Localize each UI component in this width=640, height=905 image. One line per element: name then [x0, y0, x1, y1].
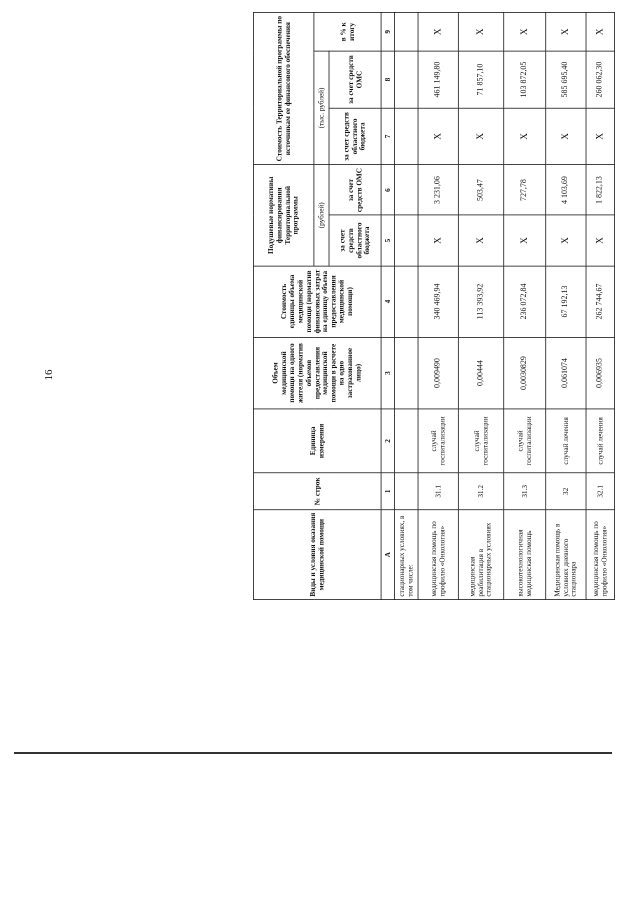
- header-kinds: Виды и условия оказания медицинской помощи: [253, 510, 381, 600]
- table-row: [586, 12, 615, 599]
- row-norm-oms: 503,47: [458, 165, 503, 215]
- row-percent: Х: [504, 12, 546, 51]
- row-volume: 0,006935: [586, 337, 615, 409]
- row-cost-budget: Х: [458, 108, 503, 165]
- index-cell: 4: [381, 266, 394, 338]
- financing-table: [253, 12, 615, 600]
- row-norm-oms: 1 822,13: [586, 165, 615, 215]
- table-row: [418, 12, 458, 599]
- row-unit: случай лечения: [586, 409, 615, 473]
- row-unit: случай госпитализации: [458, 409, 503, 473]
- row-name: Медицинская помощь в условиях дневного стационара: [546, 510, 586, 600]
- header-norm-oms: за счет средств ОМС: [329, 165, 381, 215]
- index-cell: 9: [381, 12, 394, 51]
- row-name: медицинская помощь по профилю «Онкология»: [586, 510, 615, 600]
- header-program-cost: Стоимость Территориальной программы по источникам ее финансового обеспечения: [253, 12, 313, 164]
- row-line-no: 31.2: [458, 473, 503, 510]
- row-cost-budget: Х: [418, 108, 458, 165]
- row-norm-budget: Х: [418, 215, 458, 265]
- row-norm-oms: [395, 165, 419, 215]
- row-norm-budget: Х: [504, 215, 546, 265]
- row-volume: 0,0030829: [504, 337, 546, 409]
- table-row: [395, 12, 419, 599]
- row-percent: [395, 12, 419, 51]
- row-norm-oms: 3 231,06: [418, 165, 458, 215]
- row-unit-cost: 262 744,67: [586, 266, 615, 338]
- row-norm-budget: Х: [546, 215, 586, 265]
- header-per-capita-norms: Подушевые нормативы финансирования Территориальной программы: [253, 165, 313, 266]
- rotated-table-container: [253, 12, 615, 600]
- row-unit-cost: 340 469,94: [418, 266, 458, 338]
- row-cost-oms: 585 695,40: [546, 51, 586, 108]
- index-cell: 1: [381, 473, 394, 510]
- row-norm-oms: 727,78: [504, 165, 546, 215]
- header-cost-budget: за счет средств областного бюджета: [329, 108, 381, 165]
- row-cost-oms: 103 872,05: [504, 51, 546, 108]
- index-cell: 7: [381, 108, 394, 165]
- row-volume: 0,00444: [458, 337, 503, 409]
- row-unit-cost: [395, 266, 419, 338]
- row-line-no: 31.1: [418, 473, 458, 510]
- row-line-no: 32.1: [586, 473, 615, 510]
- row-name: медицинская помощь по профилю «Онкология»: [418, 510, 458, 600]
- page-number: 16: [43, 369, 55, 381]
- row-name: высокотехнологичная медицинская помощь: [504, 510, 546, 600]
- table-row: [458, 12, 503, 599]
- row-cost-budget: [395, 108, 419, 165]
- header-norm-budget: за счет средств областного бюджета: [329, 215, 381, 265]
- row-norm-oms: 4 103,69: [546, 165, 586, 215]
- header-cost-unit: (тыс. рублей): [314, 51, 329, 165]
- row-volume: [395, 337, 419, 409]
- header-unit: Единица измерения: [253, 409, 381, 473]
- row-unit: случай госпитализации: [504, 409, 546, 473]
- table-row: [504, 12, 546, 599]
- row-unit: [395, 409, 419, 473]
- row-volume: 0,009490: [418, 337, 458, 409]
- index-cell: 2: [381, 409, 394, 473]
- index-cell: 8: [381, 51, 394, 108]
- row-unit: случай лечения: [546, 409, 586, 473]
- row-unit-cost: 236 072,84: [504, 266, 546, 338]
- row-cost-budget: Х: [504, 108, 546, 165]
- row-norm-budget: Х: [458, 215, 503, 265]
- header-unit-cost: Стоимость единицы объема медицинской помощи (норматив финансовых затрат на единицу объема предоставления медицинской помощи): [253, 266, 381, 338]
- row-norm-budget: Х: [586, 215, 615, 265]
- row-cost-oms: 461 149,80: [418, 51, 458, 108]
- header-percent: в % к итогу: [314, 12, 381, 51]
- row-cost-oms: [395, 51, 419, 108]
- table-row: [546, 12, 586, 599]
- row-cost-budget: Х: [586, 108, 615, 165]
- header-cost-oms: за счет средств ОМС: [329, 51, 381, 108]
- row-percent: Х: [418, 12, 458, 51]
- index-cell: 5: [381, 215, 394, 265]
- header-volume: Объем медицинской помощи на одного жителя (норматив объемов предоставления медицинской помощи в расчете на одно застрахованное лицо): [253, 337, 381, 409]
- header-norms-unit: (рублей): [314, 165, 329, 266]
- row-percent: Х: [458, 12, 503, 51]
- row-unit: случай госпитализации: [418, 409, 458, 473]
- index-row: [381, 12, 394, 599]
- table-body: [395, 12, 615, 599]
- row-cost-budget: Х: [546, 108, 586, 165]
- row-cost-oms: 260 062,30: [586, 51, 615, 108]
- row-cost-oms: 71 857,10: [458, 51, 503, 108]
- row-volume: 0,061074: [546, 337, 586, 409]
- row-line-no: 31.3: [504, 473, 546, 510]
- row-unit-cost: 113 393,92: [458, 266, 503, 338]
- header-line-no: № строк: [253, 473, 381, 510]
- index-cell: 3: [381, 337, 394, 409]
- page-bottom-rule: [14, 752, 612, 754]
- row-name: стационарных условиях, в том числе:: [395, 510, 419, 600]
- row-name: медицинская реабилитация в стационарных условиях: [458, 510, 503, 600]
- index-cell: 6: [381, 165, 394, 215]
- index-cell: А: [381, 510, 394, 600]
- row-percent: Х: [546, 12, 586, 51]
- row-norm-budget: [395, 215, 419, 265]
- row-unit-cost: 67 192,13: [546, 266, 586, 338]
- row-line-no: 32: [546, 473, 586, 510]
- row-percent: Х: [586, 12, 615, 51]
- row-line-no: [395, 473, 419, 510]
